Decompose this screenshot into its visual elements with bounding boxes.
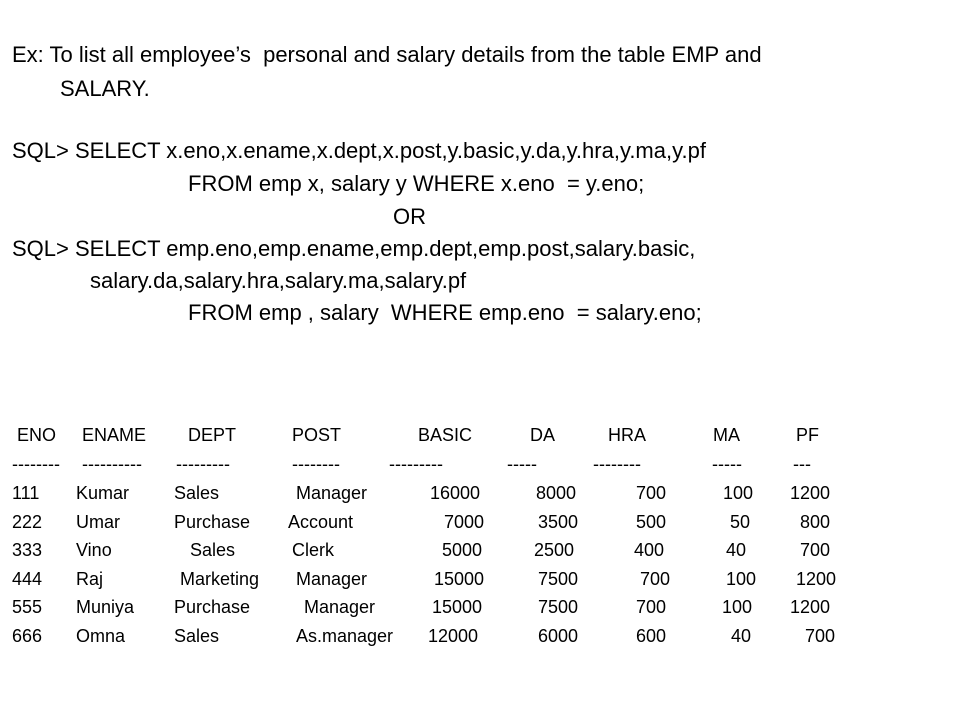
or-separator: OR xyxy=(393,204,426,229)
cell-pf: 1200 xyxy=(796,569,837,589)
cell-da: 8000 xyxy=(536,483,577,503)
cell-ma: 100 xyxy=(723,483,754,503)
separator-hra: -------- xyxy=(593,454,641,474)
header-basic: BASIC xyxy=(418,425,473,445)
cell-da: 3500 xyxy=(538,512,579,532)
cell-dept: Purchase xyxy=(174,597,251,617)
cell-pf: 700 xyxy=(805,626,836,646)
cell-hra: 700 xyxy=(636,597,667,617)
cell-eno: 111 xyxy=(12,483,40,503)
header-pf: PF xyxy=(796,425,820,445)
header-dept: DEPT xyxy=(188,425,237,445)
cell-eno: 333 xyxy=(12,540,43,560)
cell-post: Manager xyxy=(296,569,368,589)
cell-hra: 600 xyxy=(636,626,667,646)
cell-ename: Raj xyxy=(76,569,104,589)
cell-pf: 1200 xyxy=(790,597,831,617)
cell-post: Manager xyxy=(296,483,368,503)
cell-hra: 700 xyxy=(640,569,671,589)
cell-da: 2500 xyxy=(534,540,575,560)
cell-ma: 100 xyxy=(722,597,753,617)
cell-dept: Sales xyxy=(190,540,236,560)
cell-basic: 12000 xyxy=(428,626,479,646)
cell-basic: 15000 xyxy=(432,597,483,617)
cell-pf: 800 xyxy=(800,512,831,532)
intro-line-2: SALARY. xyxy=(60,76,150,101)
cell-eno: 222 xyxy=(12,512,43,532)
cell-post: As.manager xyxy=(296,626,394,646)
cell-eno: 555 xyxy=(12,597,43,617)
cell-eno: 666 xyxy=(12,626,43,646)
cell-ename: Muniya xyxy=(76,597,135,617)
cell-post: Manager xyxy=(304,597,376,617)
sql-query-2-columns: salary.da,salary.hra,salary.ma,salary.pf xyxy=(90,268,467,293)
sql-query-2-from: FROM emp , salary WHERE emp.eno = salary.eno; xyxy=(188,300,702,325)
sql-query-2-select: SQL> SELECT emp.eno,emp.ename,emp.dept,emp.post,salary.basic, xyxy=(12,236,696,261)
cell-ename: Omna xyxy=(76,626,126,646)
separator-ename: ---------- xyxy=(82,454,142,474)
cell-dept: Sales xyxy=(174,626,220,646)
header-post: POST xyxy=(292,425,342,445)
cell-da: 7500 xyxy=(538,569,579,589)
intro-line-1: Ex: To list all employee’s personal and salary details from the table EMP and xyxy=(12,42,762,67)
cell-ename: Kumar xyxy=(76,483,130,503)
cell-basic: 16000 xyxy=(430,483,481,503)
cell-eno: 444 xyxy=(12,569,43,589)
header-ename: ENAME xyxy=(82,425,147,445)
cell-hra: 500 xyxy=(636,512,667,532)
cell-da: 7500 xyxy=(538,597,579,617)
cell-dept: Purchase xyxy=(174,512,251,532)
cell-ma: 100 xyxy=(726,569,757,589)
cell-ma: 40 xyxy=(731,626,752,646)
cell-dept: Sales xyxy=(174,483,220,503)
separator-post: -------- xyxy=(292,454,340,474)
cell-dept: Marketing xyxy=(180,569,260,589)
cell-basic: 7000 xyxy=(444,512,485,532)
cell-ma: 50 xyxy=(730,512,751,532)
sql-query-1-from: FROM emp x, salary y WHERE x.eno = y.eno; xyxy=(188,171,645,196)
cell-post: Clerk xyxy=(292,540,335,560)
separator-da: ----- xyxy=(507,454,537,474)
cell-ename: Umar xyxy=(76,512,120,532)
cell-hra: 400 xyxy=(634,540,665,560)
header-eno: ENO xyxy=(17,425,57,445)
cell-basic: 5000 xyxy=(442,540,483,560)
header-da: DA xyxy=(530,425,556,445)
separator-dept: --------- xyxy=(176,454,230,474)
cell-ename: Vino xyxy=(76,540,112,560)
cell-hra: 700 xyxy=(636,483,667,503)
cell-da: 6000 xyxy=(538,626,579,646)
cell-pf: 700 xyxy=(800,540,831,560)
separator-pf: --- xyxy=(793,454,811,474)
header-ma: MA xyxy=(713,425,740,445)
cell-pf: 1200 xyxy=(790,483,831,503)
header-hra: HRA xyxy=(608,425,647,445)
separator-basic: --------- xyxy=(389,454,443,474)
separator-ma: ----- xyxy=(712,454,742,474)
sql-query-1-select: SQL> SELECT x.eno,x.ename,x.dept,x.post,y.basic,y.da,y.hra,y.ma,y.pf xyxy=(12,138,706,163)
cell-ma: 40 xyxy=(726,540,747,560)
cell-basic: 15000 xyxy=(434,569,485,589)
separator-eno: -------- xyxy=(12,454,60,474)
cell-post: Account xyxy=(288,512,354,532)
